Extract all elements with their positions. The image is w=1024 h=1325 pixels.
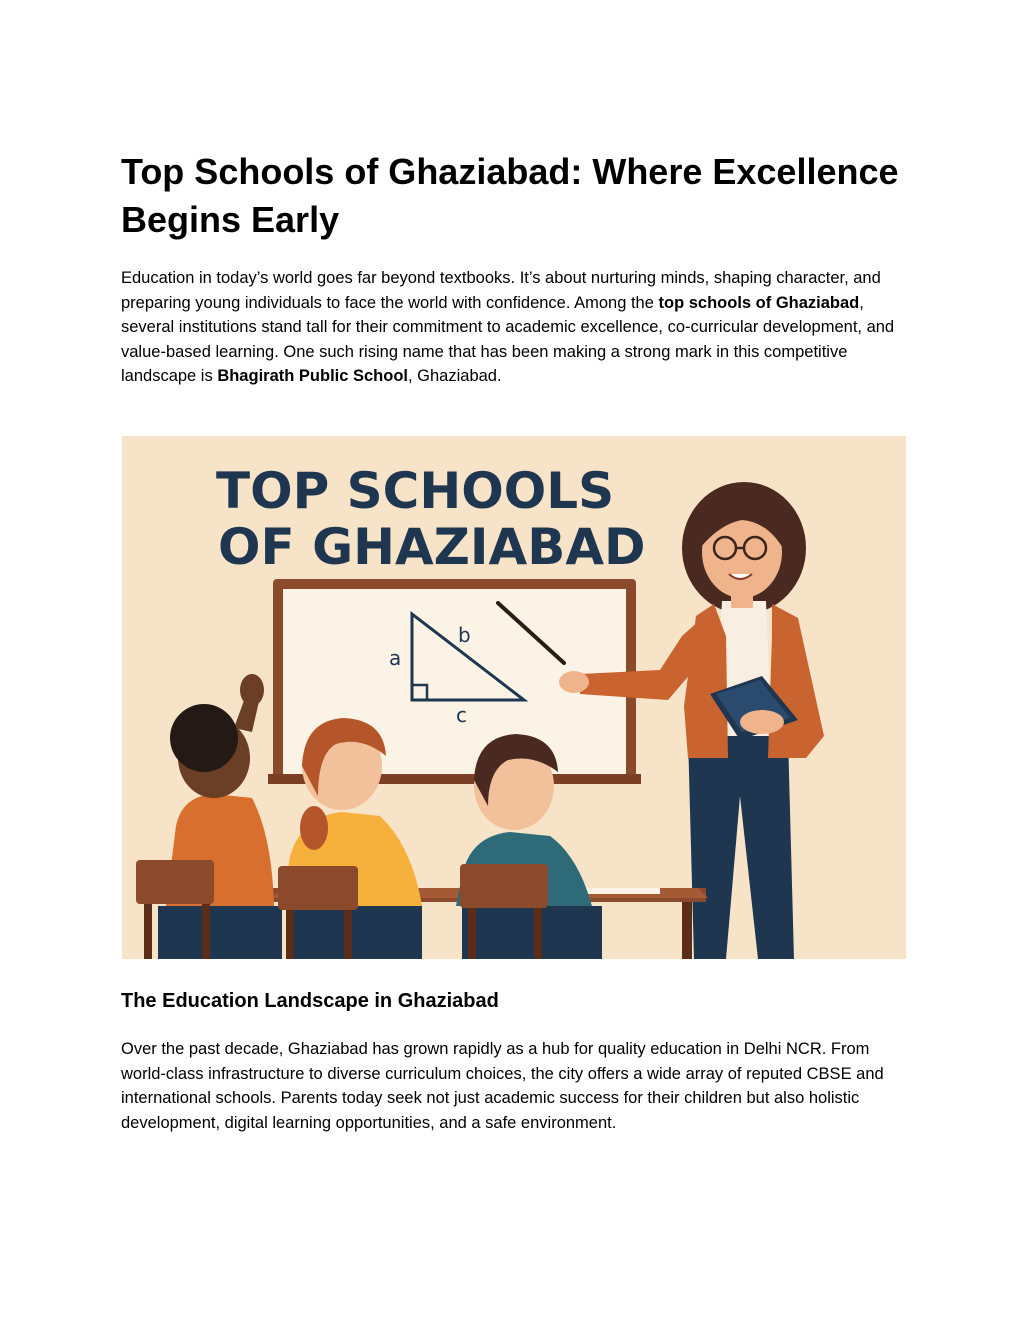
intro-paragraph [121, 266, 911, 389]
side-label-b: b [458, 623, 471, 647]
intro-text-2: , several institutions stand tall for their commitment to academic excellence, co-curricular development, and value-based learning. One such rising name that has been making a strong mark in this competitive landscape is [121, 293, 895, 385]
intro-bold-school-name: Bhagirath Public School [217, 367, 408, 385]
side-label-a: a [389, 646, 402, 670]
hero-illustration [122, 436, 906, 959]
intro-bold-top-schools: top schools of Ghaziabad [658, 293, 860, 312]
page-title: Top Schools of Ghaziabad: Where Excellence Begins Early [121, 151, 899, 240]
side-label-c: c [456, 703, 467, 727]
section-heading: The Education Landscape in Ghaziabad [121, 990, 499, 1012]
hero-title-line2: OF GHAZIABAD [218, 518, 646, 576]
section-paragraph: Over the past decade, Ghaziabad has grown rapidly as a hub for quality education in Delhi NCR. From world-class infrastructure to diverse curriculum choices, the city offers a wide array of reputed CBSE and international schools. Parents today seek not just academic success for their children but also holistic development, digital learning opportunities, and a safe environment. [121, 1040, 884, 1132]
classroom-illustration [122, 436, 906, 959]
intro-text-1: Education in today’s world goes far beyond textbooks. It’s about nurturing minds, shaping character, and preparing young individuals to face the world with confidence. Among the [121, 269, 881, 312]
intro-text-3: , Ghaziabad. [408, 367, 502, 385]
hero-title-line1: TOP SCHOOLS [216, 462, 615, 520]
